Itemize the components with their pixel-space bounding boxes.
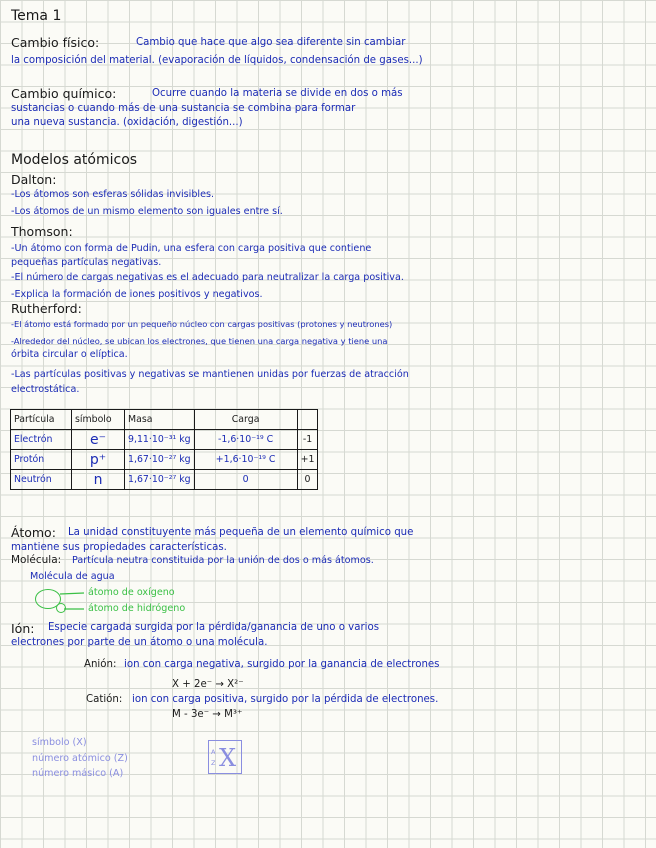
particle-mass: 1,67·10⁻²⁷ kg <box>125 470 195 490</box>
thomson-point: -Un átomo con forma de Pudin, una esfera con carga positiva que contiene <box>11 243 372 254</box>
rutherford-point: -Las partículas positivas y negativas se mantienen unidas por fuerzas de atracción <box>11 369 409 380</box>
table-row <box>11 470 318 490</box>
notation-item: símbolo (X) <box>32 737 87 748</box>
table-header: símbolo <box>72 410 125 430</box>
cambio-fisico-line1: Cambio que hace que algo sea diferente sin cambiar <box>136 37 406 48</box>
molecula-term: Molécula: <box>11 554 62 566</box>
particle-name: Neutrón <box>11 470 72 490</box>
particle-charge: +1,6·10⁻¹⁹ C <box>194 450 297 470</box>
thomson-point: -Explica la formación de iones positivos y negativos. <box>11 289 263 300</box>
cambio-quimico-term: Cambio químico: <box>11 86 117 101</box>
molecula-diagram-label: Molécula de agua <box>30 571 115 582</box>
dalton-name: Dalton: <box>11 172 57 187</box>
atomo-line1: La unidad constituyente más pequeña de un elemento químico que <box>68 527 414 538</box>
cation-formula: M - 3e⁻ → M³⁺ <box>172 709 243 720</box>
rutherford-point: -El átomo está formado por un pequeño núcleo con cargas positivas (protones y neutrones) <box>11 319 393 329</box>
cation-text: ion con carga positiva, surgido por la pérdida de electrones. <box>132 694 439 705</box>
label-arrows <box>58 585 88 615</box>
particle-charge: 0 <box>194 470 297 490</box>
table-header <box>297 410 318 430</box>
thomson-point: -El número de cargas negativas es el adecuado para neutralizar la carga positiva. <box>11 272 404 283</box>
cambio-fisico-line2: la composición del material. (evaporación de líquidos, condensación de gases...) <box>11 55 423 66</box>
cambio-quimico-line1: Ocurre cuando la materia se divide en dos o más <box>152 88 403 99</box>
table-row <box>11 450 318 470</box>
element-notation-box <box>208 740 242 774</box>
dalton-point: -Los átomos son esferas sólidas invisibles. <box>11 189 215 200</box>
notation-item: número másico (A) <box>32 768 124 779</box>
element-symbol: X <box>219 744 237 772</box>
table-header: Partícula <box>11 410 72 430</box>
table-header-row <box>11 410 318 430</box>
hydrogen-label: átomo de hidrógeno <box>88 603 186 614</box>
notation-item: número atómico (Z) <box>32 753 128 764</box>
particle-name: Electrón <box>11 430 72 450</box>
anion-formula: X + 2e⁻ → X²⁻ <box>172 679 244 690</box>
ion-term: Ión: <box>11 621 35 636</box>
cambio-quimico-line3: una nueva sustancia. (oxidación, digestión...) <box>11 117 243 128</box>
rutherford-point: órbita circular o elíptica. <box>11 349 128 360</box>
molecula-line1: Partícula neutra constituida por la unión de dos o más átomos. <box>72 555 374 566</box>
table-header: Masa <box>125 410 195 430</box>
table-header: Carga <box>194 410 297 430</box>
particle-relative-charge: 0 <box>297 470 318 490</box>
particle-relative-charge: +1 <box>297 450 318 470</box>
rutherford-point: electrostática. <box>11 384 80 395</box>
particle-mass: 9,11·10⁻³¹ kg <box>125 430 195 450</box>
particle-symbol: e⁻ <box>72 430 125 450</box>
thomson-point: pequeñas partículas negativas. <box>11 257 162 268</box>
dalton-point: -Los átomos de un mismo elemento son iguales entre sí. <box>11 206 283 217</box>
particle-mass: 1,67·10⁻²⁷ kg <box>125 450 195 470</box>
cambio-fisico-term: Cambio físico: <box>11 35 100 50</box>
cation-term: Catión: <box>86 694 123 705</box>
atomic-number-label: Z <box>211 759 216 767</box>
atomo-line2: mantiene sus propiedades características. <box>11 542 227 553</box>
ion-line2: electrones por parte de un átomo o una molécula. <box>11 637 268 648</box>
rutherford-point: -Alrededor del núcleo, se ubican los electrones, que tienen una carga negativa y tiene una <box>11 336 388 346</box>
rutherford-name: Rutherford: <box>11 301 82 316</box>
oxygen-label: átomo de oxígeno <box>88 587 175 598</box>
modelos-title: Modelos atómicos <box>11 152 138 168</box>
anion-text: ion con carga negativa, surgido por la ganancia de electrones <box>124 659 440 670</box>
atomo-term: Átomo: <box>11 525 56 540</box>
table-row <box>11 430 318 450</box>
particle-charge: -1,6·10⁻¹⁹ C <box>194 430 297 450</box>
mass-number-label: A <box>211 748 216 756</box>
particle-symbol: p⁺ <box>72 450 125 470</box>
particle-relative-charge: -1 <box>297 430 318 450</box>
ion-line1: Especie cargada surgida por la pérdida/ganancia de uno o varios <box>48 622 380 633</box>
anion-term: Anión: <box>84 659 117 670</box>
particle-name: Protón <box>11 450 72 470</box>
cambio-quimico-line2: sustancias o cuando más de una sustancia se combina para formar <box>11 103 356 114</box>
particle-table <box>10 409 318 490</box>
thomson-name: Thomson: <box>11 224 73 239</box>
particle-symbol: n <box>72 470 125 490</box>
page-title: Tema 1 <box>11 8 62 24</box>
